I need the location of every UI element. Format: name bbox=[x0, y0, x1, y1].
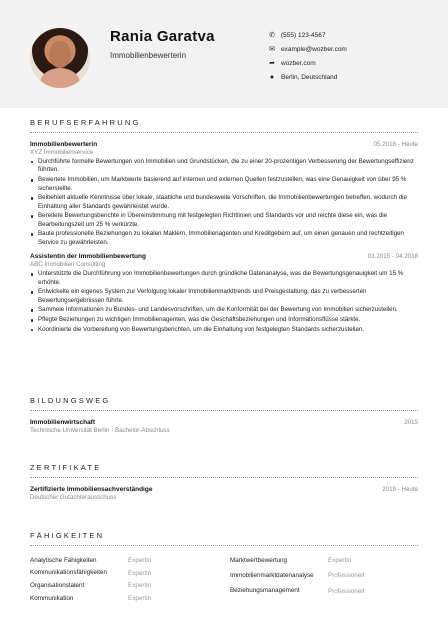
entry-company: ABC Immobilien Consulting bbox=[30, 261, 106, 269]
list-item: Durchführte formelle Bewertungen von Immobilien und Grundstücken, die zu einer 20-prozentigen Verbesserung der Bewertungseffizienz führten. bbox=[30, 158, 418, 175]
entry-title: Immobilienwirtschaft bbox=[30, 419, 96, 426]
section-title: FÄHIGKEITEN bbox=[30, 531, 418, 546]
entry-company: XYZ Immobilienservice bbox=[30, 149, 94, 156]
section-title: BERUFSERFAHRUNG bbox=[30, 118, 418, 133]
education-section bbox=[30, 396, 418, 440]
skill-level: Professionell bbox=[328, 587, 365, 595]
entry-institution: Technische Universität Berlin - Bachelor-Abschluss bbox=[30, 427, 170, 434]
entry-date: 03.2015 - 04.2018 bbox=[367, 253, 418, 261]
entry-date: 05.2018 - Heute bbox=[373, 141, 418, 148]
website-text[interactable]: wozber.com bbox=[281, 59, 316, 67]
contact-website[interactable] bbox=[268, 56, 347, 70]
contact-phone bbox=[268, 28, 347, 42]
skills-section bbox=[30, 531, 418, 605]
entry-date: 2015 bbox=[404, 419, 418, 426]
list-item: Baute professionelle Beziehungen zu lokalen Maklern, Immobilienagenten und Kreditgebern auf, um einen genauen und rechtzeitigen Service zu gewährleisten. bbox=[30, 230, 418, 247]
skill-level: Professionell bbox=[328, 572, 365, 580]
skill-row bbox=[230, 554, 418, 567]
certificate-entry bbox=[30, 486, 418, 501]
location-text: Berlin, Deutschland bbox=[281, 73, 338, 81]
experience-section bbox=[30, 118, 418, 340]
list-item: Entwickelte ein eigenes System zur Verfolgung lokaler Immobilienmarkttrends und Preisgestaltung, das zu verbesserten Bewertungsergebnissen führte. bbox=[30, 288, 418, 305]
skill-row bbox=[30, 567, 218, 580]
skill-row bbox=[30, 580, 218, 593]
phone-text: (555) 123-4567 bbox=[281, 31, 326, 39]
bullet-list bbox=[30, 158, 418, 247]
entry-title: Immobilienbewerterin bbox=[30, 141, 98, 148]
location-pin-icon: ● bbox=[269, 73, 275, 81]
skills-column-left bbox=[30, 554, 218, 605]
skill-name: Organisationstalent bbox=[30, 582, 85, 590]
entry-title: Zertifizierte Immobiliensachverständige bbox=[30, 486, 153, 493]
contact-email[interactable] bbox=[268, 42, 347, 56]
experience-entry bbox=[30, 253, 418, 334]
bullet-list bbox=[30, 270, 418, 334]
list-item: Pflegte Beziehungen zu wichtigen Immobilienagenten, was die Geschäftsbeziehungen und Informationsflüsse stärkte. bbox=[30, 316, 418, 324]
skill-row bbox=[230, 585, 418, 598]
avatar bbox=[30, 28, 90, 88]
resume-header bbox=[0, 0, 448, 108]
skills-column-right bbox=[230, 554, 418, 605]
skill-level: Expertin bbox=[128, 582, 152, 590]
cursor-icon: ➦ bbox=[269, 60, 275, 67]
candidate-name: Rania Garatva bbox=[110, 28, 215, 45]
skills-grid bbox=[30, 554, 418, 605]
list-item: Bereitete Bewertungsberichte in Übereinstimmung mit festgelegten Richtlinien und Standards vor und reichte diese ein, was die Bearbeitungszeit um 25 % verkürzte. bbox=[30, 212, 418, 229]
skill-row bbox=[30, 554, 218, 567]
list-item: Beibehielt aktuelle Kenntnisse über lokale, staatliche und bundesweite Vorschriften, die Immobilienbewertungen betreffen, wodurch die Einhaltung aller Standards gewährleistet wurde. bbox=[30, 194, 418, 211]
entry-date: 2019 - Heute bbox=[382, 486, 418, 493]
skill-name: Immobilienmarktdatenanalyse bbox=[230, 572, 314, 580]
email-text[interactable]: example@wozber.com bbox=[281, 45, 347, 53]
section-title: BILDUNGSWEG bbox=[30, 396, 418, 411]
skill-name: Marktwertbewertung bbox=[230, 556, 288, 564]
skill-level: Expertin bbox=[328, 556, 352, 564]
section-title: ZERTIFIKATE bbox=[30, 463, 418, 478]
skill-name: Kommunikationsfähigkeiten bbox=[30, 569, 108, 577]
entry-issuer: Deutscher Gutachterausschuss bbox=[30, 494, 117, 501]
experience-entry bbox=[30, 141, 418, 247]
education-entry bbox=[30, 419, 418, 434]
entry-title: Assistentin der Immobilienbewertung bbox=[30, 253, 146, 261]
skill-level: Expertin bbox=[128, 556, 152, 564]
skill-name: Kommunikation bbox=[30, 595, 74, 603]
list-item: Koordinierte die Vorbereitung von Bewertungsberichten, um die Einhaltung von festgelegten Standards sicherzustellen. bbox=[30, 326, 418, 334]
certificates-section bbox=[30, 463, 418, 507]
email-icon: ✉ bbox=[269, 46, 275, 53]
skill-level: Expertin bbox=[128, 569, 152, 577]
skill-row bbox=[30, 592, 218, 605]
skill-name: Beziehungsmanagement bbox=[230, 587, 300, 595]
avatar-face bbox=[49, 41, 71, 68]
skill-row bbox=[230, 567, 418, 585]
skill-name: Analytische Fähigkeiten bbox=[30, 556, 97, 564]
list-item: Sammele Informationen zu Bundes- und Landesvorschriften, um die Konformität bei der Bewertung von Immobilien sicherzustellen. bbox=[30, 306, 418, 314]
contact-list bbox=[268, 28, 347, 84]
candidate-title: Immobilienbewerterin bbox=[110, 51, 187, 60]
avatar-body bbox=[40, 68, 80, 88]
list-item: Unterstützte die Durchführung von Immobilienbewertungen durch gründliche Datenanalyse, was die Bewertungsgenauigkeit um 15 % erhöhte. bbox=[30, 270, 418, 287]
list-item: Bewertete Immobilien, um Marktwerte basierend auf internen und externen Quellen festzustellen, was eine Genauigkeit von über 95 % sicherstellte. bbox=[30, 176, 418, 193]
phone-icon: ✆ bbox=[269, 32, 275, 39]
contact-location bbox=[268, 70, 347, 84]
skill-level: Expertin bbox=[128, 595, 152, 603]
